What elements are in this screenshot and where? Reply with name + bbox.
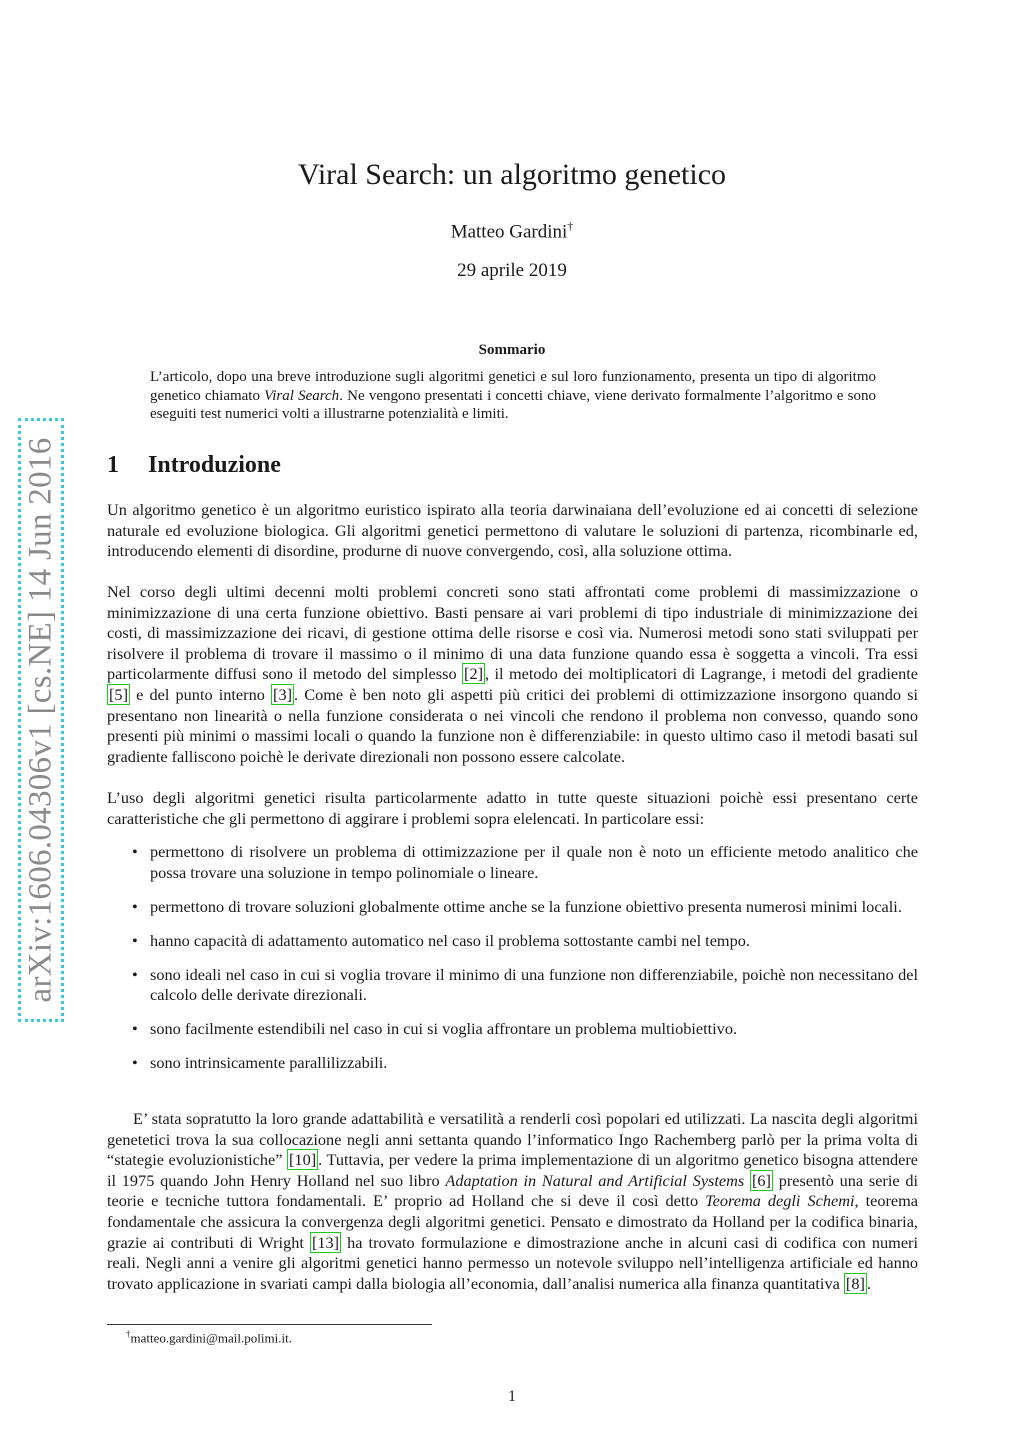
book-title: Adaptation in Natural and Artificial Systems [445,1170,745,1190]
arxiv-identifier-text: arXiv:1606.04306v1 [cs.NE] 14 Jun 2016 [22,437,59,1003]
citation-link[interactable]: [6] [751,1170,771,1190]
paper-date: 29 aprile 2019 [457,260,567,281]
footnote-email[interactable]: matteo.gardini@mail.polimi.it. [130,1330,292,1346]
footnote [126,1329,292,1346]
bullet-icon: • [132,1019,138,1039]
citation-link[interactable]: [8] [845,1273,865,1293]
section-title: Introduzione [148,452,281,478]
bullet-icon: • [132,930,138,950]
footnote-mark: † [126,1329,131,1339]
list-item: • hanno capacità di adattamento automatico nel caso il problema sottostante cambi nel tempo. [132,930,750,950]
author-name: Matteo Gardini [450,221,568,243]
list-item: • permettono di risolvere un problema di ottimizzazione per il quale non è noto un efficiente metodo analitico che possa trovare una soluzione in tempo polinomiale o lineare. [132,842,918,882]
bullet-icon: • [132,964,138,984]
paragraph-4: E’ stata sopratutto la loro grande adattabilità e versatilità a renderli così popolari ed utilizzati. La nascita degli algoritmi genetetici trova la sua collocazione negli anni settanta quando l’informatico Ingo Rachemberg parlò per la prima volta di “stategie evoluzionistiche” [10] . Tuttavia, per vedere la prima implementazione di un algoritmo genetico bisogna attendere il 1975 quando John Henry Holland nel suo libro Adaptation in Natural and Artificial Systems [6] presentò una serie di teorie e tecniche tuttora fondamentali. E’ proprio ad Holland che si deve il così detto Teorema degli Schemi, teorema fondamentale che assicura la convergenza degli algoritmi genetici. Pensato e dimostrato da Holland per la codifica binaria, grazie ai contributi di Wright [13] ha trovato formulazione e dimostrazione anche in alcuni casi di codifica con numeri reali. Negli anni a venire gli algoritmi genetici hanno permesso un notevole sviluppo nell’intelligenza artificiale ed hanno trovato applicazione in svariati campi dalla biologia all’economia, dall’analisi numerica alla finanza quantitativa [8] . [107,1109,919,1293]
citation-link[interactable]: [5] [109,684,128,704]
author-footnote-mark[interactable]: † [567,219,574,233]
citation-link[interactable]: [2] [464,664,483,684]
abstract-heading: Sommario [478,342,546,358]
bullet-icon: • [132,896,138,916]
list-item: • sono ideali nel caso in cui si voglia trovare il minimo di una funzione non differenziabile, poichè non necessitano del calcolo delle derivate direzionali. [132,964,918,1005]
theorem-name: Teorema degli Schemi [705,1191,855,1211]
paragraph-2: Nel corso degli ultimi decenni molti problemi concreti sono stati affrontati come problemi di massimizzazione o minimizzazione di una certa funzione obiettivo. Basti pensare ai vari problemi di tipo industriale di minimizzazione dei costi, di massimizzazione dei ricavi, di gestione ottima delle risorse e così via. Numerosi metodi sono stati sviluppati per risolvere il problema di trovare il massimo o il minimo di una data funzione quando essa è soggetta a vincoli. Tra essi particolarmente diffusi sono il metodo del simplesso [2] , il metodo dei moltiplicatori di Lagrange, i metodi del gradiente [5] e del punto interno [3] . Come è ben noto gli aspetti più critici dei problemi di ottimizzazione insorgono quando si presentano non linearità o nella funzione considerata o nei vincoli che rendono il problema non convesso, quando sono presenti più minimi o massimi locali o quando la funzione non è differenziabile: in questo ultimo caso il metodi basati sul gradiente falliscono poichè le derivate direzionali non possono essere calcolate. [107,582,919,766]
abstract-text: L’articolo, dopo una breve introduzione sugli algoritmi genetici e sul loro funzionamento, presenta un tipo di algoritmo genetico chiamato Viral Search. Ne vengono presentati i concetti chiave, viene derivato formalmente l’algoritmo e sono eseguiti test numerici volti a illustrarne potenzialità e limiti. [150,369,876,422]
abstract-emphasis: Viral Search [264,387,340,404]
section-heading [107,452,281,479]
paper-title: Viral Search: un algoritmo genetico [297,158,727,191]
paragraph-3: L’uso degli algoritmi genetici risulta particolarmente adatto in tutte queste situazioni poichè essi presentano certe caratteristiche che gli permettono di aggirare i problemi sopra elelencati. In particolare essi: [107,788,918,828]
section-number: 1 [107,452,119,478]
features-list [107,842,918,1074]
bullet-icon: • [132,842,138,861]
list-item: • sono facilmente estendibili nel caso in cui si voglia affrontare un problema multiobiettivo. [132,1019,738,1039]
list-item: • permettono di trovare soluzioni globalmente ottime anche se la funzione obiettivo presenta numerosi minimi locali. [132,896,902,916]
citation-link[interactable]: [10] [289,1150,317,1170]
bullet-icon: • [132,1053,138,1073]
footnote-rule [107,1324,432,1325]
arxiv-identifier-stamp[interactable] [18,418,64,1022]
page-number: 1 [508,1388,516,1405]
paragraph-1: Un algoritmo genetico è un algoritmo euristico ispirato alla teoria darwinaiana dell’evoluzione ed ai concetti di selezione naturale ed evoluzione biologica. Gli algoritmi genetici permettono di valutare le soluzioni di partenza, ricombinarle ed, introducendo elementi di disordine, produrne di nuove convergendo, così, alla soluzione ottima. [107,500,918,561]
citation-link[interactable]: [3] [273,684,292,704]
citation-link[interactable]: [13] [311,1232,340,1252]
list-item: • sono intrinsicamente parallilizzabili. [132,1053,388,1073]
author-line [0,219,1024,243]
